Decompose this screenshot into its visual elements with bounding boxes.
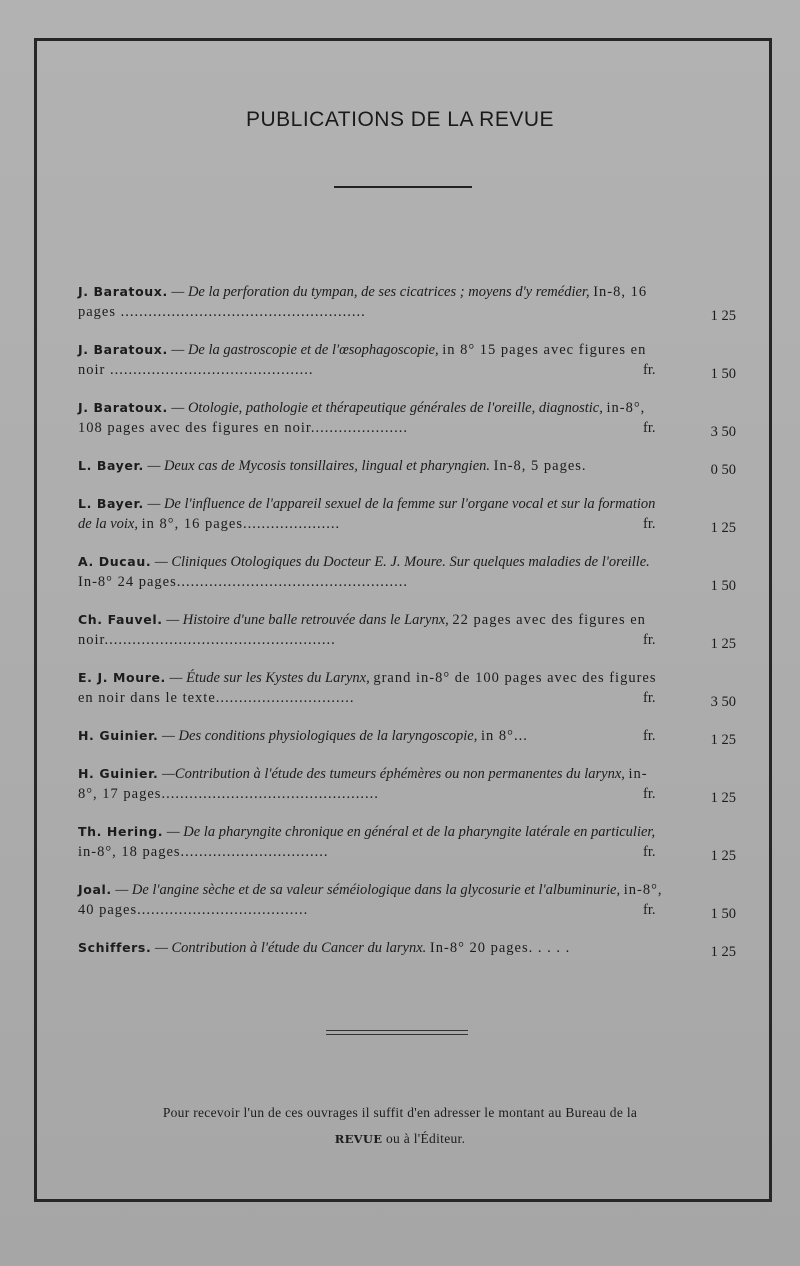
entry-text — [78, 764, 666, 804]
publication-entry — [78, 822, 738, 862]
entry-author: L. Bayer. — [78, 496, 144, 511]
entry-text — [78, 282, 666, 322]
entry-currency: fr. — [643, 516, 656, 532]
entry-text — [78, 456, 666, 476]
entry-title: — De la gastroscopie et de l'œsophagoscopie, — [171, 342, 439, 358]
entry-price: 1 25 — [710, 848, 736, 864]
entry-author: J. Baratoux. — [78, 400, 168, 415]
entry-author: Joal. — [78, 882, 112, 897]
entry-text — [78, 552, 666, 592]
entry-title: — Cliniques Otologiques du Docteur E. J. Moure. Sur quelques maladies de l'oreille. — [154, 554, 650, 570]
entry-price: 1 25 — [710, 944, 736, 960]
entry-title: — Histoire d'une balle retrouvée dans le Larynx, — [166, 612, 449, 628]
entry-details: grand in-8° de 100 pages avec des figures en noir dans le texte.............................. — [78, 670, 657, 706]
entry-details: in-8°, 108 pages avec des figures en noir..................... — [78, 400, 646, 436]
publication-entry — [78, 726, 738, 746]
publication-entry — [78, 494, 738, 534]
entry-text — [78, 726, 666, 746]
entry-author: J. Baratoux. — [78, 342, 168, 357]
entry-title: — De l'influence de l'appareil sexuel de la femme sur l'organe vocal et sur la formation de la voix, — [78, 496, 656, 532]
entry-title: — De la perforation du tympan, de ses cicatrices ; moyens d'y remédier, — [171, 284, 590, 300]
publication-entry — [78, 610, 738, 650]
entry-currency: fr. — [643, 786, 656, 802]
entry-price: 1 50 — [710, 578, 736, 594]
entry-text — [78, 340, 666, 380]
entry-author: Ch. Fauvel. — [78, 612, 163, 627]
publication-entry — [78, 552, 738, 592]
entry-text — [78, 822, 666, 862]
entry-title: —Contribution à l'étude des tumeurs éphémères ou non permanentes du larynx, — [162, 766, 625, 782]
entry-currency: fr. — [643, 844, 656, 860]
title-rule — [334, 186, 472, 188]
entry-title: — Deux cas de Mycosis tonsillaires, lingual et pharyngien. — [147, 458, 491, 474]
publication-entry — [78, 282, 738, 322]
entry-price: 1 50 — [710, 906, 736, 922]
entry-author: Th. Hering. — [78, 824, 164, 839]
entry-details: in 8°... — [481, 728, 528, 744]
entry-title: — De l'angine sèche et de sa valeur séméiologique dans la glycosurie et l'albuminurie, — [115, 882, 621, 898]
entry-details: in 8°, 16 pages..................... — [141, 516, 341, 532]
entry-currency: fr. — [643, 728, 656, 744]
publication-list — [78, 282, 738, 976]
notice-editor: ou à l'Éditeur. — [385, 1131, 466, 1146]
entry-currency: fr. — [643, 632, 656, 648]
publication-entry — [78, 456, 738, 476]
entry-details: In-8, 16 pages ..................................................... — [78, 284, 648, 320]
entry-details: in-8°, 18 pages................................ — [78, 844, 329, 860]
ordering-notice — [100, 1100, 700, 1152]
entry-price: 3 50 — [710, 424, 736, 440]
entry-text — [78, 880, 666, 920]
entry-price: 1 25 — [710, 790, 736, 806]
entry-text — [78, 668, 666, 708]
entry-title: — De la pharyngite chronique en général et de la pharyngite latérale en particulier, — [166, 824, 656, 840]
publication-entry — [78, 764, 738, 804]
entry-text — [78, 398, 666, 438]
entry-details: In-8, 5 pages. — [493, 458, 587, 474]
entry-text — [78, 938, 666, 958]
entry-author: E. J. Moure. — [78, 670, 166, 685]
publication-entry — [78, 340, 738, 380]
entry-title: — Otologie, pathologie et thérapeutique générales de l'oreille, diagnostic, — [171, 400, 603, 416]
entry-text — [78, 610, 666, 650]
entry-currency: fr. — [643, 362, 656, 378]
entry-author: H. Guinier. — [78, 766, 159, 781]
publication-entry — [78, 398, 738, 438]
entry-text — [78, 494, 666, 534]
entry-title: — Étude sur les Kystes du Larynx, — [169, 670, 370, 686]
entry-author: J. Baratoux. — [78, 284, 168, 299]
ornamental-rule — [326, 1030, 468, 1035]
entry-currency: fr. — [643, 690, 656, 706]
entry-title: — Des conditions physiologiques de la laryngoscopie, — [162, 728, 478, 744]
publication-entry — [78, 880, 738, 920]
entry-price: 3 50 — [710, 694, 736, 710]
entry-details: in-8°, 40 pages..................................... — [78, 882, 663, 918]
entry-details: in 8° 15 pages avec figures en noir ............................................ — [78, 342, 647, 378]
publication-entry — [78, 668, 738, 708]
entry-currency: fr. — [643, 902, 656, 918]
entry-author: L. Bayer. — [78, 458, 144, 473]
notice-revue: REVUE — [334, 1132, 383, 1146]
entry-title: — Contribution à l'étude du Cancer du larynx. — [154, 940, 427, 956]
entry-price: 1 25 — [710, 520, 736, 536]
entry-price: 1 50 — [710, 366, 736, 382]
entry-details: In-8° 20 pages. . . . . — [429, 940, 571, 956]
entry-details: 22 pages avec des figures en noir.................................................. — [78, 612, 646, 648]
notice-line-1: Pour recevoir l'un de ces ouvrages il suffit d'en adresser le montant au Bureau de la — [162, 1105, 638, 1120]
entry-price: 0 50 — [710, 462, 736, 478]
entry-author: A. Ducau. — [78, 554, 152, 569]
page-title: PUBLICATIONS DE LA REVUE — [245, 108, 555, 131]
entry-author: Schiffers. — [78, 940, 152, 955]
notice-line-2 — [100, 1126, 700, 1152]
entry-price: 1 25 — [710, 308, 736, 324]
entry-details: In-8° 24 pages.................................................. — [78, 574, 408, 590]
entry-price: 1 25 — [710, 636, 736, 652]
publication-entry — [78, 938, 738, 958]
entry-currency: fr. — [643, 420, 656, 436]
entry-details: in-8°, 17 pages............................................... — [78, 766, 648, 802]
entry-author: H. Guinier. — [78, 728, 159, 743]
entry-price: 1 25 — [710, 732, 736, 748]
